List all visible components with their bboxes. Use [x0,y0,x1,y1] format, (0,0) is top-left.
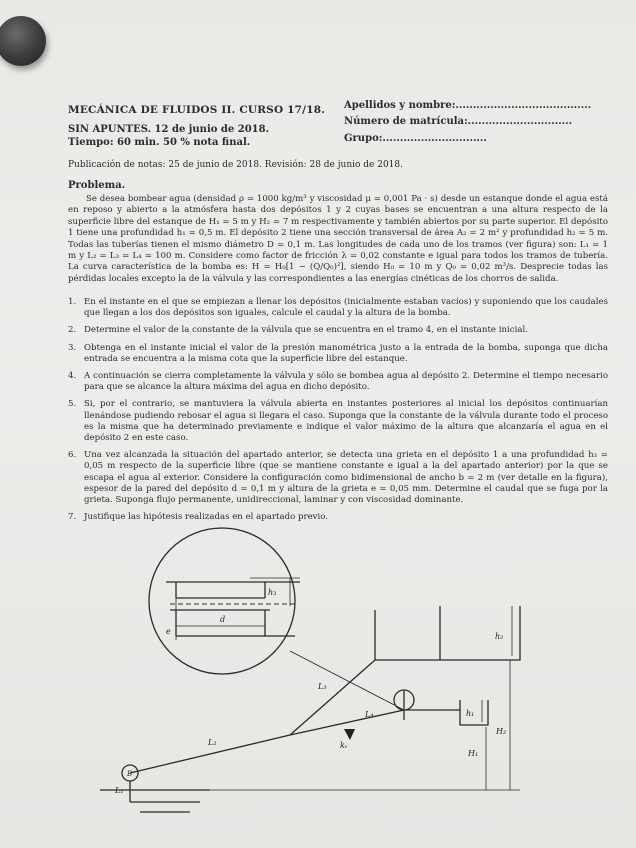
label-H2: H₂ [496,727,507,736]
label-B: B [127,770,133,778]
crack-detail-circle [149,528,295,674]
question-text: Determine el valor de la constante de la válvula que se encuentra en el tramo 4, en el instante inicial. [84,325,528,336]
valve-symbol [344,729,355,740]
label-h2: h₂ [495,632,504,641]
question-number: 4. [68,371,77,382]
label-h3: h₃ [268,588,277,597]
exam-conditions: SIN APUNTES. 12 de junio de 2018. [68,124,270,135]
label-L2: L₂ [208,738,217,747]
question-number: 1. [68,297,77,307]
question-text: Justifique las hipótesis realizadas en el apartado previo. [84,512,329,523]
label-L4: L₄ [365,710,374,719]
name-field: Apellidos y nombre:....................................... [344,100,592,111]
question-number: 2. [68,325,77,336]
problem-statement: Se desea bombear agua (densidad ρ = 1000 kg/m³ y viscosidad μ = 0,001 Pa · s) desde un estanque donde el agua está en reposo y abierto a la atmósfera hasta dos depósitos 1 y 2 cuyas bases se encuentran a una altura respecto de la superficie libre del estanque de H₁ = 5 m y H₂ = 7 m respectivamente y también abiertos por su parte superior. El depósito 1 tiene una profundidad h₁ = 0,5 m. El depósito 2 tiene una sección transversal de área A₂ = 2 m² y profundidad h₂ = 5 m. Todas las tuberías tienen el mismo diámetro D = 0,1 m. Las longitudes de cada uno de los tramos (ver figura) son: L₁ = 1 m y L₂ = L₃ = L₄ = 100 m. Considere como factor de fricción λ = 0,02 constante e igual para todos los tramos de tubería. La curva característica de la bomba es: H = H₀[1 − (Q/Q₀)²], siendo H₀ = 10 m y Q₀ = 0,02 m³/s. Desprecie todas las pérdidas locales excepto la de la válvula y las correspondientes a las energías cinéticas de los chorros de salida. [68,194,608,284]
group-field: Grupo:.............................. [344,133,487,144]
exam-duration: Tiempo: 60 min. 50 % nota final. [68,137,251,148]
label-H1: H₁ [468,749,479,758]
label-L3: L₃ [318,682,327,691]
student-id-field: Número de matrícula:.............................. [344,116,573,127]
question-number: 3. [68,342,77,353]
label-L1: L₁ [115,786,124,795]
question-number: 5. [68,399,77,410]
question-number: 6. [68,450,77,461]
question-text: Obtenga en el instante inicial el valor de la presión manométrica justo a la entrada de la bomba, suponga que dicha entrada se encuentra a la misma cota que la superficie libre del estanque. [84,342,608,364]
label-d: d [220,615,226,624]
question-number: 7. [68,512,77,523]
label-h1: h₁ [466,709,475,718]
question-text: Si, por el contrario, se mantuviera la válvula abierta en instantes posteriores al inicial los depósitos continuarían llenándose pudiendo rebosar el agua si llegara el caso. Suponga que la constante de la válvula durante todo el proceso es la misma que ha determinado previamente e indique el valor máximo de la altura que alcanzaría el agua en el depósito 2 en este caso. [84,399,608,444]
publication-dates: Publicación de notas: 25 de junio de 2018. Revisión: 28 de junio de 2018. [68,160,403,170]
course-title: MECÁNICA DE FLUIDOS II. CURSO 17/18. [68,104,326,116]
label-kv: kᵥ [340,741,348,750]
problem-heading: Problema. [68,180,126,191]
label-e: e [166,627,171,636]
question-text: A continuación se cierra completamente la válvula y sólo se bombea agua al depósito 2. Determine el tiempo necesario para que se alcance la altura máxima del agua en dicho depósito. [84,371,608,393]
question-text: En el instante en el que se empiezan a llenar los depósitos (inicialmente estaban vacíos) y suponiendo que los caudales que llegan a los dos depósitos son iguales, calcule el caudal y la altura de la bomba. [84,297,608,319]
question-text: Una vez alcanzada la situación del apartado anterior, se detecta una grieta en el depósito 1 a una profundidad h₃ = 0,05 m respecto de la superficie libre (que se mantiene constante e igual a la del apartado anterior) por la que se escapa el agua al exterior. Considere la configuración como bidimensional de ancho b = 2 m (ver detalle en la figura), espesor de la pared del depósito d = 0,1 m y altura de la grieta e = 0,05 mm. Determine el caudal que se fuga por la grieta. Suponga flujo permanente, unidireccional, laminar y con viscosidad dominante. [84,450,608,506]
